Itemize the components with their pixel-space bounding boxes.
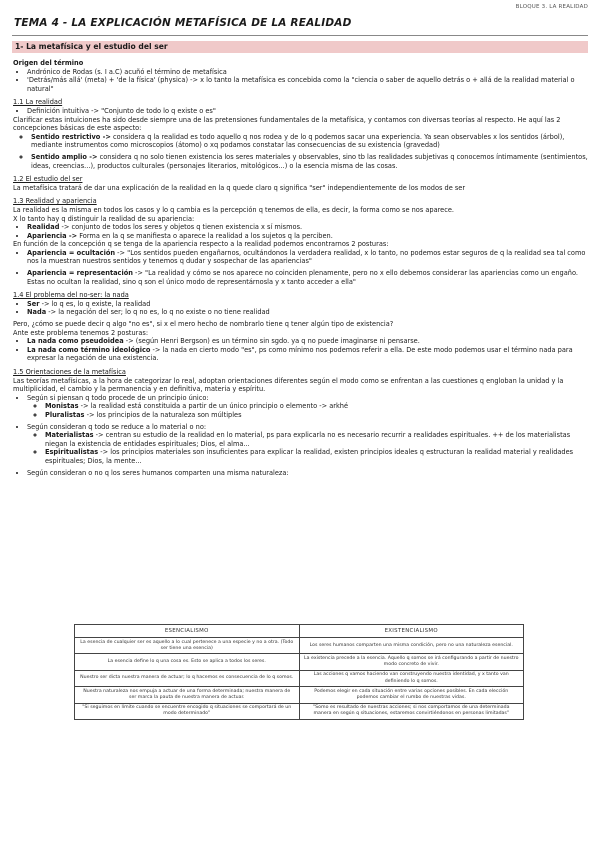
list-item: • Andrónico de Rodas (s. I a.C) acuñó el término de metafísica	[27, 68, 588, 77]
nothing-list	[13, 300, 588, 317]
term: Apariencia = ocultación	[27, 248, 116, 257]
appearance-positions-list	[13, 249, 588, 286]
list-item	[27, 249, 588, 266]
list-item	[27, 223, 588, 232]
appearance-heading: 1.3 Realidad y apariencia	[13, 197, 97, 206]
definition: considera q la realidad es todo aquello q nos rodea y de lo q podemos sacar una experiencia. Ya sean observables x los sentidos (árbol), mediante instrumentos como microscopios (átomo) o xq podamos constatar las consecuencias de su existencia (gravedad)	[31, 132, 565, 150]
table-row	[75, 654, 524, 670]
nothing-paragraph: Pero, ¿cómo se puede decir q algo "no es", si x el mero hecho de nombrarlo tiene q tener algún tipo de existencia?	[13, 320, 394, 329]
reality-senses-list	[13, 133, 588, 170]
term: La nada como pseudoidea	[27, 337, 124, 346]
list-item	[45, 411, 588, 420]
definition: considera q no solo tienen existencia los seres materiales y observables, sino tb las realidades subjetivas q conocemos íntimamente (sentimientos, ideas, creencias...), productos culturales (personajes literarios, mitológicos...) o la esencia misma de las cosas.	[31, 152, 588, 170]
block-label: BLOQUE 3. LA REALIDAD	[515, 4, 588, 10]
table-header-row	[75, 625, 524, 638]
term: Sentido restrictivo ->	[31, 132, 111, 141]
list-item	[31, 133, 588, 150]
table-cell: Las acciones q vamos haciendo van construyendo nuestra identidad, y x tanto van definiendo lo q somos.	[299, 670, 524, 686]
term: Apariencia ->	[27, 231, 78, 240]
list-item: • 'Detrás/más allá' (meta) + 'de la física' (physica) -> x lo tanto la metafísica es concebida como la "ciencia o saber de aquello detrás o + allá de la realidad material o natural"	[27, 76, 588, 93]
page-title: TEMA 4 - LA EXPLICACIÓN METAFÍSICA DE LA REALIDAD	[14, 17, 352, 29]
essentialism-table	[74, 624, 524, 720]
term: Realidad	[27, 223, 60, 232]
reality-heading: 1.1 La realidad	[13, 98, 63, 107]
term: Materialistas	[45, 431, 94, 440]
list-item	[27, 308, 588, 317]
list-item: • Definición intuitiva -> "Conjunto de todo lo q existe o es"	[27, 107, 588, 116]
column-header: ESENCIALISMO	[75, 625, 300, 638]
document-body	[13, 59, 588, 477]
table-cell: "Si seguimos en límite cuando se encuentre encogido q situaciones se comportará de un modo determinado"	[75, 703, 300, 719]
nothing-paragraph: Ante este problema tenemos 2 posturas:	[13, 328, 149, 337]
term: Ser	[27, 299, 40, 308]
sub-list	[27, 402, 588, 419]
origin-heading: Origen del término	[13, 59, 84, 67]
title-divider	[12, 35, 588, 36]
list-item	[31, 153, 588, 170]
term: Nada	[27, 308, 47, 317]
table-cell: "Somo es resultado de nuestras acciones; si nos comportamos de una determinada manera en según q situaciones, estaremos convirtiéndonos en personas limitadas"	[299, 703, 524, 719]
term: La nada como término ideológico	[27, 345, 151, 354]
nothing-heading: 1.4 El problema del no-ser: la nada	[13, 291, 129, 300]
appearance-list	[13, 223, 588, 240]
orientations-list	[13, 394, 588, 477]
list-item	[27, 346, 588, 363]
list-item	[27, 423, 588, 466]
term: Monistas	[45, 402, 79, 411]
appearance-paragraph: La realidad es la misma en todos los casos y lo q cambia es la percepción q tenemos de ella, es decir, la forma como se nos aparece.	[13, 205, 455, 214]
group-intro: Según si piensan q todo procede de un principio único:	[27, 393, 209, 402]
table-cell: Nuestra naturaleza nos empuja a actuar de una forma determinada; nuestra manera de ser marca la pauta de nuestra manera de actuar.	[75, 687, 300, 703]
section-bar	[12, 41, 588, 53]
list-item	[45, 431, 588, 448]
table-cell: Nuestro ser dicta nuestra manera de actuar; lo q hacemos es consecuencia de lo q somos.	[75, 670, 300, 686]
table-row	[75, 638, 524, 654]
section-title: 1- La metafísica y el estudio del ser	[15, 42, 168, 51]
column-header: EXISTENCIALISMO	[299, 625, 524, 638]
orientations-heading: 1.5 Orientaciones de la metafísica	[13, 368, 126, 376]
list-item: • Según consideran o no q los seres humanos comparten una misma naturaleza:	[27, 469, 588, 478]
list-item	[27, 394, 588, 420]
term: Pluralistas	[45, 410, 85, 419]
orientations-paragraph: Las teorías metafísicas, a la hora de categorizar lo real, adoptan orientaciones diferentes según el modo como se enfrentan a las cuestiones q engloban la unidad y la multiplicidad, el cambio y la permanencia y en definitiva, materia y espíritu.	[13, 376, 564, 394]
table-row	[75, 670, 524, 686]
term: Apariencia = representación	[27, 269, 133, 278]
being-paragraph: La metafísica tratará de dar una explicación de la realidad en la q quede claro q significa "ser" independientemente de los modos de ser	[13, 183, 466, 192]
definition: -> lo q es, lo q existe, la realidad	[39, 299, 151, 308]
appearance-paragraph: X lo tanto hay q distinguir la realidad de su apariencia:	[13, 214, 195, 223]
definition: -> "La realidad y cómo se nos aparece no coinciden plenamente, pero no x ello debemos considerar las apariencias como un engaño. Estas no ocultan la realidad, sino q son el único modo de representárnosla y x tanto acceder a ella"	[27, 269, 578, 286]
table-cell: La esencia de cualquier ser es aquello a lo cual pertenece a una especie y no a otra. (Todo ser tiene una esencia)	[75, 638, 300, 654]
term: Sentido amplio ->	[31, 152, 98, 161]
definition: -> los principios materiales son insuficientes para explicar la realidad, existen principios ideales q estructuran la realidad material y realidades espirituales; Dios, la mente...	[45, 448, 574, 465]
list-item	[45, 402, 588, 411]
list-item	[27, 232, 588, 241]
list-item	[45, 448, 588, 465]
list-item	[27, 337, 588, 346]
definition: Forma en la q se manifiesta o aparece la realidad a los sujetos q la perciben.	[77, 231, 333, 240]
nothing-positions-list	[13, 337, 588, 363]
table-cell: La existencia precede a la esencia. Aquello q somos se irá configurando a partir de nuestro modo concreto de vivir.	[299, 654, 524, 670]
definition: -> la nada en cierto modo "es", ps como mínimo nos podemos referir a ella. De este modo podemos usar el término nada para expresar la negación de una existencia.	[27, 345, 573, 363]
definition: -> conjunto de todos los seres y objetos q tienen existencia x sí mismos.	[59, 223, 303, 232]
definition: -> (según Henri Bergson) es un término sin sgdo. ya q no puede imaginarse ni pensarse.	[123, 337, 420, 346]
definition: -> la negación del ser; lo q no es, lo q no existe o no tiene realidad	[46, 308, 270, 317]
sub-list	[27, 431, 588, 465]
group-intro: Según consideran q todo se reduce a lo material o no:	[27, 422, 207, 431]
table-cell: La esencia define lo q una cosa es. Esto se aplica a todos los seres.	[75, 654, 300, 670]
table-cell: Los seres humanos comparten una misma condición, pero no una naturaleza esencial.	[299, 638, 524, 654]
being-heading: 1.2 El estudio del ser	[13, 175, 83, 184]
table-row	[75, 703, 524, 719]
list-item	[27, 269, 588, 286]
term: Espiritualistas	[45, 448, 99, 457]
list-item	[27, 300, 588, 309]
table-cell: Podemos elegir en cada situación entre varias opciones posibles. En cada elección podemos cambiar el rumbo de nuestras vidas.	[299, 687, 524, 703]
definition: -> "Los sentidos pueden engañarnos, ocultándonos la verdadera realidad, x lo tanto, no podemos estar seguros de q la realidad sea tal como nos la muestran nuestros sentidos y tenemos q dudar y sospechar de las apariencias"	[27, 248, 586, 266]
definition: -> centran su estudio de la realidad en lo material, ps para explicarla no es necesario recurrir a realidades espirituales. ++ de los materialistas niegan la existencia de entidades espirituales; Dios, el alma...	[45, 431, 571, 448]
origin-list	[13, 68, 588, 94]
definition: -> la realidad está constituida a partir de un único principio o elemento -> arkhé	[78, 402, 349, 411]
reality-paragraph: Clarificar estas intuiciones ha sido desde siempre una de las pretensiones fundamentales de la metafísica, y contamos con diversas teorías al respecto. He aquí las 2 concepciones básicas de este aspecto:	[13, 115, 561, 133]
reality-list	[13, 107, 588, 116]
appearance-paragraph: En función de la concepción q se tenga de la apariencia respecto a la realidad podemos encontrarnos 2 posturas:	[13, 240, 389, 249]
definition: -> los principios de la naturaleza son múltiples	[84, 410, 242, 419]
table-row	[75, 687, 524, 703]
